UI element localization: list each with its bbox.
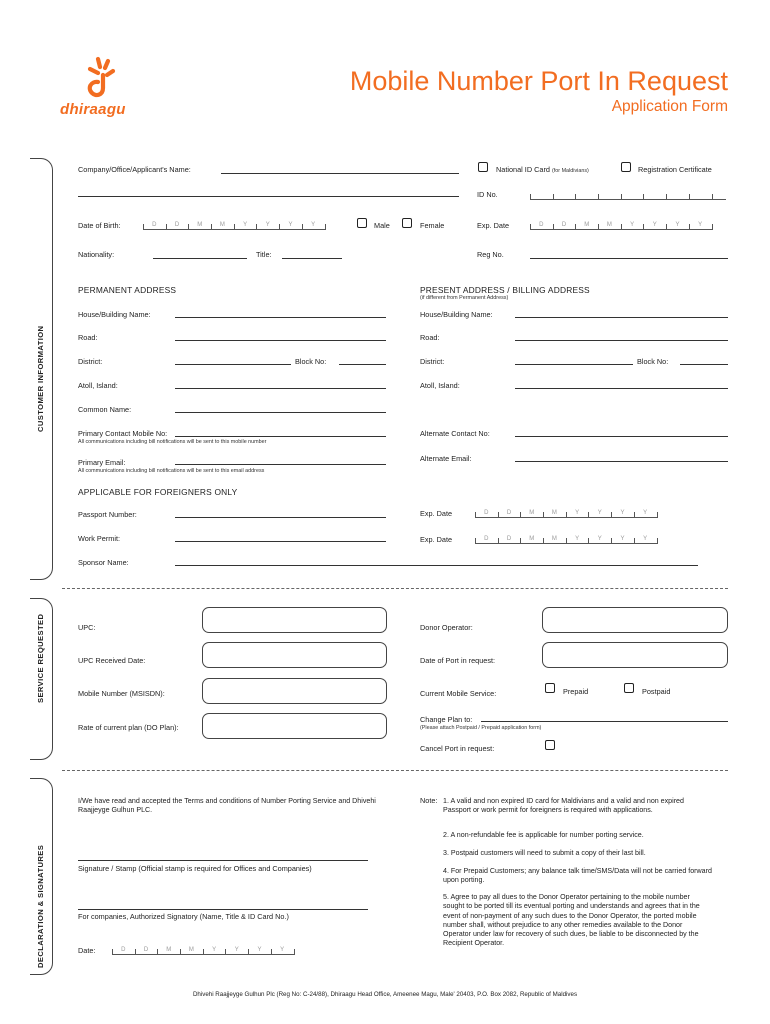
date-segment[interactable]: Y [689,220,712,230]
date-of-port-label: Date of Port in request: [420,656,496,665]
date-segment[interactable]: D [475,508,498,518]
male-checkbox[interactable] [357,218,367,228]
alternate-mobile-label: Alternate Contact No: [420,429,490,438]
present-house-label: House/Building Name: [420,310,493,319]
declaration-section-label: DECLARATION & SIGNATURES [36,844,45,968]
current-service-label: Current Mobile Service: [420,689,497,698]
rate-plan-field[interactable] [202,713,387,739]
passport-field[interactable] [175,517,386,518]
brand-name: dhiraagu [60,101,126,118]
date-segment[interactable]: D [498,534,521,544]
msisdn-label: Mobile Number (MSISDN): [78,689,165,698]
present-address-heading: PRESENT ADDRESS / BILLING ADDRESS [420,285,590,295]
date-segment[interactable]: Y [279,220,302,230]
work-permit-label: Work Permit: [78,534,121,543]
section-divider [62,588,728,589]
house-field[interactable] [175,317,386,318]
date-segment[interactable]: Y [566,508,589,518]
registration-certificate-checkbox[interactable] [621,162,631,172]
date-segment-end [657,534,658,544]
rate-plan-label: Rate of current plan (DO Plan): [78,723,179,732]
date-segment[interactable]: Y [566,534,589,544]
date-segment-end [712,220,713,230]
registration-certificate-label: Registration Certificate [638,165,712,174]
company-name-field-line2[interactable] [78,196,459,197]
road-label: Road: [78,333,98,342]
atoll-field[interactable] [175,388,386,389]
date-segment[interactable]: Y [234,220,257,230]
upc-received-date-field[interactable] [202,642,387,668]
present-address-note: (if different from Permanent Address) [420,295,509,301]
date-segment[interactable]: D [143,220,166,230]
sponsor-field[interactable] [175,565,698,566]
present-district-field[interactable] [515,364,633,365]
cancel-port-checkbox[interactable] [545,740,555,750]
national-id-checkbox[interactable] [478,162,488,172]
nationality-field[interactable] [153,258,247,259]
date-segment-end [657,508,658,518]
date-segment[interactable]: Y [634,534,657,544]
note-item-2: 2. A non-refundable fee is applicable for number porting service. [443,831,644,839]
note-item-5: 5. Agree to pay all dues to the Donor Operator pertaining to the mobile number sought to be ported till its eventual porting and understands and agrees that in the event of non-payment of any such dues to the Donor Operator, the ported mobile number shall, without prejudice to any other remedies available to the Donor Operator under law for recovery of such dues, be liable to be disconnected by the Recipient Operator. [443,893,700,948]
date-segment[interactable]: M [543,508,566,518]
date-segment[interactable]: Y [225,945,248,955]
present-block-label: Block No: [637,357,669,366]
date-segment[interactable]: D [166,220,189,230]
dhiraagu-logo [60,55,140,117]
date-segment[interactable]: D [553,220,576,230]
national-id-label: National ID Card (for Maldivians) [496,165,589,174]
block-field[interactable] [339,364,386,365]
present-road-label: Road: [420,333,440,342]
present-road-field[interactable] [515,340,728,341]
date-segment[interactable]: Y [588,508,611,518]
present-block-field[interactable] [680,364,728,365]
road-field[interactable] [175,340,386,341]
present-atoll-field[interactable] [515,388,728,389]
nationality-label: Nationality: [78,250,115,259]
customer-section-label: CUSTOMER INFORMATION [36,325,45,432]
common-name-field[interactable] [175,412,386,413]
primary-mobile-field[interactable] [175,436,386,437]
date-segment[interactable]: M [543,534,566,544]
declaration-date-label: Date: [78,946,96,955]
page-subtitle: Application Form [611,98,728,115]
date-of-port-field[interactable] [542,642,728,668]
date-segment[interactable]: Y [634,508,657,518]
date-segment[interactable]: D [112,945,135,955]
page-title: Mobile Number Port In Request [349,66,728,96]
passport-label: Passport Number: [78,510,137,519]
date-segment[interactable]: M [157,945,180,955]
prepaid-checkbox[interactable] [545,683,555,693]
alternate-mobile-field[interactable] [515,436,728,437]
date-segment[interactable]: D [530,220,553,230]
date-segment[interactable]: Y [302,220,325,230]
male-label: Male [374,221,390,230]
present-house-field[interactable] [515,317,728,318]
upc-label: UPC: [78,623,96,632]
service-section-label: SERVICE REQUESTED [36,613,45,703]
house-label: House/Building Name: [78,310,151,319]
dhiraagu-logo-icon [60,55,140,103]
change-plan-field[interactable] [481,721,728,722]
primary-email-label: Primary Email: [78,458,126,467]
note-item-3: 3. Postpaid customers will need to submit a copy of their last bill. [443,849,646,857]
alternate-email-field[interactable] [515,461,728,462]
id-no-label: ID No. [477,190,498,199]
date-segment[interactable]: Y [271,945,294,955]
company-name-label: Company/Office/Applicant's Name: [78,165,191,174]
date-segment-end [325,220,326,230]
signature-label: Signature / Stamp (Official stamp is required for Offices and Companies) [78,864,312,873]
date-segment[interactable]: D [475,534,498,544]
prepaid-label: Prepaid [563,687,589,696]
date-segment[interactable]: M [520,508,543,518]
work-permit-field[interactable] [175,541,386,542]
donor-operator-field[interactable] [542,607,728,633]
primary-mobile-label: Primary Contact Mobile No: [78,429,168,438]
postpaid-label: Postpaid [642,687,671,696]
date-segment[interactable]: D [135,945,158,955]
date-segment[interactable]: Y [621,220,644,230]
footer-text: Dhivehi Raajjeyge Gulhun Plc (Reg No: C-24/88), Dhiraagu Head Office, Ameenee Magu, Male' 20403, P.O. Box 2082, Republic of Maldives [192,991,578,998]
section-divider-2 [62,770,728,771]
district-field[interactable] [175,364,291,365]
date-segment[interactable]: Y [203,945,226,955]
date-of-birth-label: Date of Birth: [78,221,121,230]
msisdn-field[interactable] [202,678,387,704]
date-segment[interactable]: M [575,220,598,230]
primary-mobile-note: All communications including bill notifications will be sent to this mobile number [78,439,267,445]
notes-prefix: Note: [420,796,438,805]
exp-date-field[interactable] [530,220,713,230]
date-segment[interactable]: Y [611,534,634,544]
date-segment[interactable]: Y [256,220,279,230]
date-segment[interactable]: D [498,508,521,518]
authorized-signatory-label: For companies, Authorized Signatory (Name, Title & ID Card No.) [78,912,289,921]
date-segment[interactable]: M [188,220,211,230]
title-label: Title: [256,250,272,259]
primary-email-note: All communications including bill notifications will be sent to this email address [78,468,265,474]
atoll-label: Atoll, Island: [78,381,118,390]
common-name-label: Common Name: [78,405,132,414]
alternate-email-label: Alternate Email: [420,454,472,463]
date-segment-end [294,945,295,955]
date-of-birth-field[interactable] [143,220,326,230]
reg-no-label: Reg No. [477,250,504,259]
upc-field[interactable] [202,607,387,633]
passport-exp-date-field[interactable] [475,508,658,518]
upc-received-date-label: UPC Received Date: [78,656,146,665]
company-name-field[interactable] [221,173,459,174]
declaration-date-field[interactable] [112,945,295,955]
title-field[interactable] [282,258,342,259]
change-plan-note: (Please attach Postpaid / Prepaid application form) [420,725,542,731]
id-no-field[interactable] [530,190,726,200]
district-label: District: [78,357,103,366]
donor-operator-label: Donor Operator: [420,623,473,632]
date-segment[interactable]: Y [588,534,611,544]
present-district-label: District: [420,357,445,366]
date-segment[interactable]: M [180,945,203,955]
reg-no-field[interactable] [530,258,728,259]
present-atoll-label: Atoll, Island: [420,381,460,390]
foreigners-heading: APPLICABLE FOR FOREIGNERS ONLY [78,487,238,497]
permanent-address-heading: PERMANENT ADDRESS [78,285,177,295]
exp-date-label: Exp. Date [477,221,510,230]
female-label: Female [420,221,445,230]
date-segment[interactable]: M [520,534,543,544]
declaration-statement: I/We have read and accepted the Terms and conditions of Number Porting Service and Dhivehi Raajjeyge Gulhun PLC. [78,797,376,815]
date-segment[interactable]: M [598,220,621,230]
date-segment[interactable]: Y [611,508,634,518]
sponsor-label: Sponsor Name: [78,558,129,567]
block-label: Block No: [295,357,327,366]
date-segment[interactable]: Y [643,220,666,230]
primary-email-field[interactable] [175,464,386,465]
postpaid-checkbox[interactable] [624,683,634,693]
passport-exp-date-label: Exp. Date [420,509,453,518]
signature-field[interactable] [78,860,368,861]
work-permit-exp-date-label: Exp. Date [420,535,453,544]
date-segment[interactable]: M [211,220,234,230]
note-item-4: 4. For Prepaid Customers; any balance talk time/SMS/Data will not be carried forward upon porting. [443,867,712,885]
female-checkbox[interactable] [402,218,412,228]
date-segment[interactable]: Y [666,220,689,230]
cancel-port-label: Cancel Port in request: [420,744,495,753]
work-permit-exp-date-field[interactable] [475,534,658,544]
authorized-signatory-field[interactable] [78,909,368,910]
note-item-1: 1. A valid and non expired ID card for Maldivians and a valid and non expired Passport or work permit for foreigners is required with applications. [443,797,684,815]
change-plan-label: Change Plan to: [420,715,473,724]
date-segment[interactable]: Y [248,945,271,955]
